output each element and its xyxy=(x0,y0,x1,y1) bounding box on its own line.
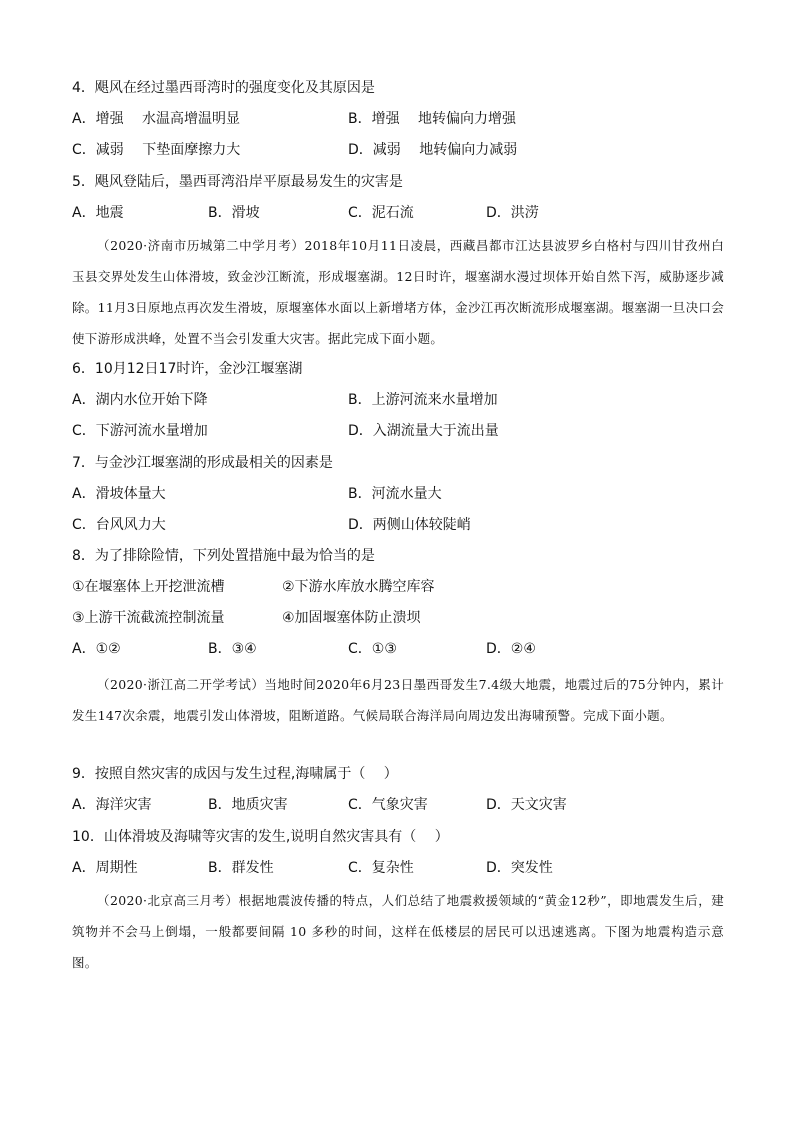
question-9-stem: 9．按照自然灾害的成因与发生过程,海啸属于（ ） xyxy=(72,766,398,782)
question-4-option-c: C．减弱 下垫面摩擦力大 xyxy=(72,142,241,158)
question-5-stem: 5．飓风登陆后，墨西哥湾沿岸平原最易发生的灾害是 xyxy=(72,174,403,190)
question-5-option-d: D．洪涝 xyxy=(486,205,539,221)
question-6-option-a: A．湖内水位开始下降 xyxy=(72,392,208,408)
question-9-option-c: C．气象灾害 xyxy=(348,797,428,813)
question-6-option-b: B．上游河流来水量增加 xyxy=(348,392,498,408)
question-8-stem: 8．为了排除险情，下列处置措施中最为恰当的是 xyxy=(72,548,375,564)
question-5-option-c: C．泥石流 xyxy=(348,205,414,221)
question-7-stem: 7．与金沙江堰塞湖的形成最相关的因素是 xyxy=(72,455,333,471)
passage-jinsha-landslide: （2020·济南市历城第二中学月考）2018年10月11日凌晨，西藏昌都市江达县波罗乡白格村与四川甘孜州白玉县交界处发生山体滑坡，致金沙江断流，形成堰塞湖。12日时许，堰塞湖水漫过坝体开始自然下泻，威胁逐步减除。11月3日原地点再次发生滑坡，原堰塞体水面以上新增堵方体，金沙江再次断流形成堰塞湖。堰塞湖一旦决口会使下游形成洪峰，处置不当会引发重大灾害。据此完成下面小题。 xyxy=(72,238,724,346)
question-5-option-a: A．地震 xyxy=(72,205,124,221)
question-9-option-b: B．地质灾害 xyxy=(208,797,288,813)
question-8-option-b: B．③④ xyxy=(208,641,257,657)
question-5-option-b: B．滑坡 xyxy=(208,205,260,221)
question-8-option-c: C．①③ xyxy=(348,641,397,657)
question-8-option-d: D．②④ xyxy=(486,641,536,657)
question-9-option-a: A．海洋灾害 xyxy=(72,797,152,813)
question-8-item-4: ④加固堰塞体防止溃坝 xyxy=(282,610,421,626)
question-6-option-d: D．入湖流量大于流出量 xyxy=(348,423,499,439)
question-10-option-b: B．群发性 xyxy=(208,860,274,876)
question-7-option-d: D．两侧山体较陡峭 xyxy=(348,517,471,533)
question-6-option-c: C．下游河流水量增加 xyxy=(72,423,208,439)
question-4-option-a: A．增强 水温高增温明显 xyxy=(72,111,241,127)
question-10-option-a: A．周期性 xyxy=(72,860,138,876)
question-10-option-d: D．突发性 xyxy=(486,860,553,876)
question-4-stem: 4．飓风在经过墨西哥湾时的强度变化及其原因是 xyxy=(72,80,375,96)
question-4-option-d: D．减弱 地转偏向力减弱 xyxy=(348,142,518,158)
question-8-item-3: ③上游干流截流控制流量 xyxy=(72,610,225,626)
question-8-option-a: A．①② xyxy=(72,641,121,657)
question-8-item-1: ①在堰塞体上开挖泄流槽 xyxy=(72,579,225,595)
question-7-option-b: B．河流水量大 xyxy=(348,486,442,502)
question-4-option-b: B．增强 地转偏向力增强 xyxy=(348,111,517,127)
question-7-option-a: A．滑坡体量大 xyxy=(72,486,166,502)
question-6-stem: 6．10月12日17时许，金沙江堰塞湖 xyxy=(72,361,303,377)
question-7-option-c: C．台风风力大 xyxy=(72,517,166,533)
passage-mexico-earthquake: （2020·浙江高二开学考试）当地时间2020年6月23日墨西哥发生7.4级大地震，地震过后的75分钟内，累计发生147次余震，地震引发山体滑坡，阻断道路。气候局联合海洋局向周边发出海啸预警。完成下面小题。 xyxy=(72,677,724,723)
question-9-option-d: D．天文灾害 xyxy=(486,797,567,813)
question-10-stem: 10．山体滑坡及海啸等灾害的发生,说明自然灾害具有（ ） xyxy=(72,829,449,845)
question-10-option-c: C．复杂性 xyxy=(348,860,414,876)
passage-golden-12-seconds: （2020·北京高三月考）根据地震波传播的特点，人们总结了地震救援领域的“黄金12秒”，即地震发生后，建筑物并不会马上倒塌，一般都要间隔 10 多秒的时间，这样在低楼层的居民可以迅速逃离。下图为地震构造示意图。 xyxy=(72,893,724,970)
question-8-item-2: ②下游水库放水腾空库容 xyxy=(282,579,435,595)
